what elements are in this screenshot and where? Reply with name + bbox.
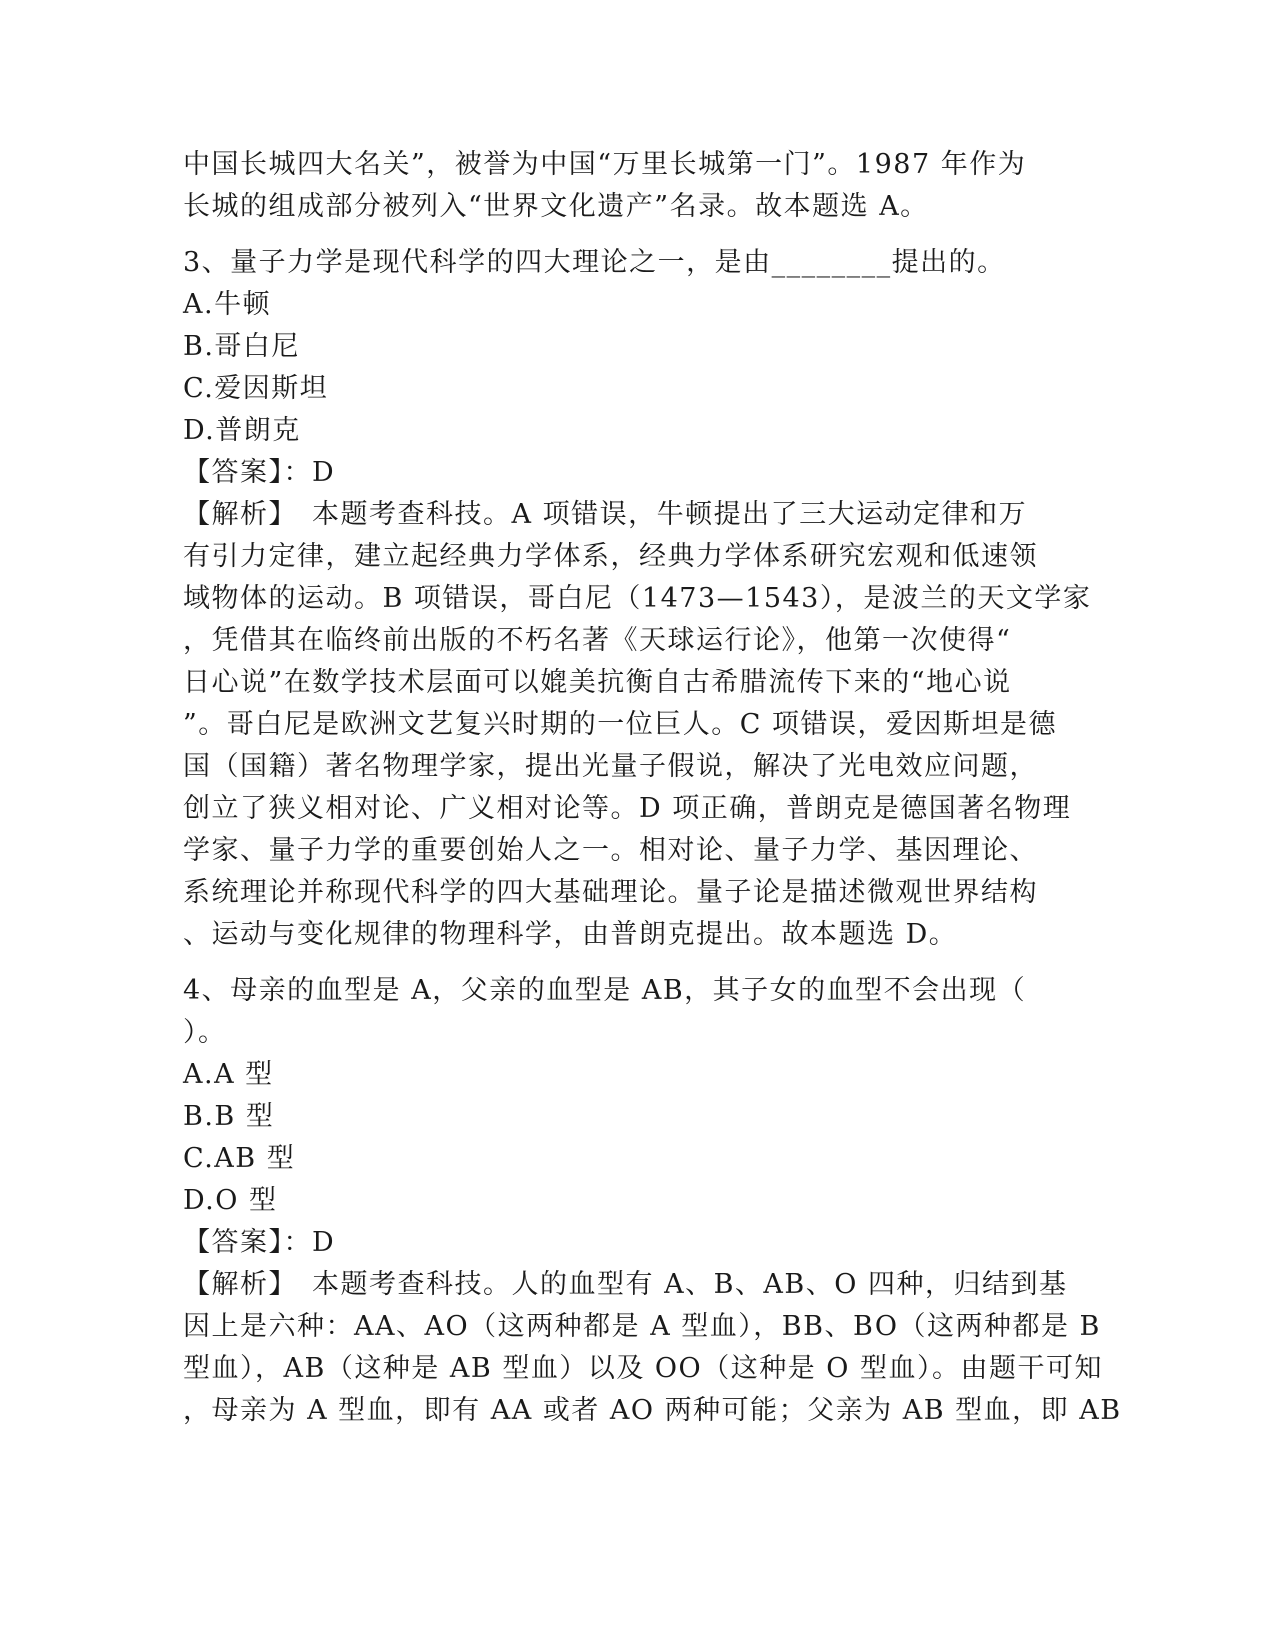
- previous-analysis-continuation: [183, 144, 1063, 228]
- text-line: 中国长城四大名关”，被誉为中国“万里长城第一门”。1987 年作为: [183, 149, 1027, 180]
- analysis-line: 系统理论并称现代科学的四大基础理论。量子论是描述微观世界结构: [183, 877, 1038, 908]
- analysis-line: 因上是六种：AA、AO（这两种都是 A 型血），BB、BO（这两种都是 B: [183, 1311, 1101, 1342]
- analysis-line: 有引力定律，建立起经典力学体系，经典力学体系研究宏观和低速领: [183, 541, 1038, 572]
- analysis-line: 日心说”在数学技术层面可以媲美抗衡自古希腊流传下来的“地心说: [183, 667, 1012, 698]
- option-a: A.A 型: [183, 1059, 274, 1090]
- analysis-line: 国（国籍）著名物理学家，提出光量子假说，解决了光电效应问题，: [183, 751, 1038, 782]
- option-c: C.AB 型: [183, 1143, 296, 1174]
- analysis-line: ，母亲为 A 型血，即有 AA 或者 AO 两种可能；父亲为 AB 型血，即 AB: [183, 1395, 1122, 1426]
- analysis-line: 、运动与变化规律的物理科学，由普朗克提出。故本题选 D。: [183, 919, 958, 950]
- analysis-line: 型血），AB（这种是 AB 型血）以及 OO（这种是 O 型血）。由题干可知: [183, 1353, 1103, 1384]
- question-stem: ）。: [183, 1017, 227, 1048]
- option-c: C.爱因斯坦: [183, 373, 329, 404]
- answer-line: 【答案】：D: [183, 457, 336, 488]
- option-b: B.哥白尼: [183, 331, 300, 362]
- option-d: D.普朗克: [183, 415, 301, 446]
- question-3: [183, 242, 1092, 956]
- question-stem: 3、量子力学是现代科学的四大理论之一，是由________提出的。: [183, 247, 1006, 278]
- analysis-line: 创立了狭义相对论、广义相对论等。D 项正确，普朗克是德国著名物理: [183, 793, 1072, 824]
- option-b: B.B 型: [183, 1101, 275, 1132]
- analysis-line: 【解析】 本题考查科技。人的血型有 A、B、AB、O 四种，归结到基: [183, 1269, 1068, 1300]
- answer-line: 【答案】：D: [183, 1227, 336, 1258]
- option-d: D.O 型: [183, 1185, 278, 1216]
- analysis-line: 学家、量子力学的重要创始人之一。相对论、量子力学、基因理论、: [183, 835, 1038, 866]
- analysis-line: ”。哥白尼是欧洲文艺复兴时期的一位巨人。C 项错误，爱因斯坦是德: [183, 709, 1058, 740]
- analysis-line: 域物体的运动。B 项错误，哥白尼（1473—1543），是波兰的天文学家: [183, 583, 1092, 614]
- text-line: 长城的组成部分被列入“世界文化遗产”名录。故本题选 A。: [183, 191, 929, 222]
- analysis-line: ，凭借其在临终前出版的不朽名著《天球运行论》，他第一次使得“: [183, 625, 1012, 656]
- document-content: [183, 144, 1122, 1432]
- option-a: A.牛顿: [183, 289, 272, 320]
- question-4: [183, 970, 1122, 1432]
- question-stem: 4、母亲的血型是 A，父亲的血型是 AB，其子女的血型不会出现（: [183, 975, 1027, 1006]
- analysis-line: 【解析】 本题考查科技。A 项错误，牛顿提出了三大运动定律和万: [183, 499, 1028, 530]
